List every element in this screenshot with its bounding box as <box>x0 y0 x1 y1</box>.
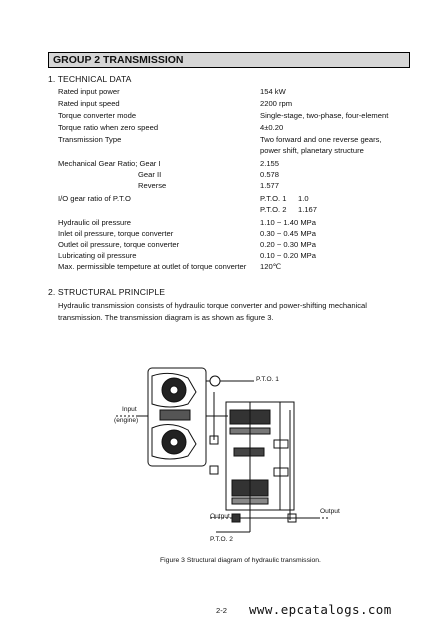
spec-value: 154 kW <box>260 87 286 96</box>
pressure-value: 0.20 ~ 0.30 MPa <box>260 240 316 249</box>
output-left-label: Output <box>210 513 230 520</box>
watermark-url: www.epcatalogs.com <box>249 602 392 617</box>
figure-caption: Figure 3 Structural diagram of hydraulic transmission. <box>160 557 321 564</box>
pressure-label: Hydraulic oil pressure <box>58 218 132 227</box>
pressure-label: Max. permissible tempeture at outlet of torque converter <box>58 262 247 271</box>
paragraph-line: transmission. The transmission diagram is as shown as figure 3. <box>58 313 274 322</box>
pressure-value: 0.10 ~ 0.20 MPa <box>260 251 316 260</box>
pto-value: 1.0 <box>298 194 309 203</box>
section-heading-technical-data: 1. TECHNICAL DATA <box>48 74 132 84</box>
pto-label: I/O gear ratio of P.T.O <box>58 194 131 203</box>
spec-label: Transmission Type <box>58 135 122 144</box>
pressure-value: 0.30 ~ 0.45 MPa <box>260 229 316 238</box>
gear-label: Gear II <box>138 170 162 179</box>
group-title: GROUP 2 TRANSMISSION <box>48 52 410 68</box>
gear-value: 0.578 <box>260 170 280 179</box>
pto1-label: P.T.O. 1 <box>256 376 279 383</box>
output-right-label: Output <box>320 508 340 515</box>
pressure-label: Lubricating oil pressure <box>58 251 137 260</box>
spec-label: Rated input speed <box>58 99 120 108</box>
section-heading-structural-principle: 2. STRUCTURAL PRINCIPLE <box>48 287 166 297</box>
pressure-value: 120℃ <box>260 262 282 271</box>
spec-value-continued: power shift, planetary structure <box>260 146 364 155</box>
gear-value: 2.155 <box>260 159 280 168</box>
spec-label: Torque converter mode <box>58 111 137 120</box>
pto2-label: P.T.O. 2 <box>210 536 233 543</box>
gear-value: 1.577 <box>260 181 280 190</box>
spec-value: 4±0.20 <box>260 123 284 132</box>
spec-value: Single-stage, two-phase, four-element <box>260 111 389 120</box>
spec-value: 2200 rpm <box>260 99 293 108</box>
gear-label: Reverse <box>138 181 167 190</box>
paragraph-line: Hydraulic transmission consists of hydraulic torque converter and power-shifting mechanical <box>58 301 367 310</box>
gear-ratio-label: Mechanical Gear Ratio; Gear I <box>58 159 161 168</box>
pto-value: 1.167 <box>298 205 318 214</box>
spec-label: Rated input power <box>58 87 120 96</box>
pressure-value: 1.10 ~ 1.40 MPa <box>260 218 316 227</box>
spec-label: Torque ratio when zero speed <box>58 123 159 132</box>
input-sub-label: (engine) <box>114 417 139 424</box>
page-number: 2-2 <box>216 606 227 615</box>
pto-name: P.T.O. 2 <box>260 205 287 214</box>
input-label: Input <box>122 406 137 413</box>
pressure-label: Outlet oil pressure, torque converter <box>58 240 180 249</box>
pressure-label: Inlet oil pressure, torque converter <box>58 229 174 238</box>
pto-name: P.T.O. 1 <box>260 194 287 203</box>
spec-value: Two forward and one reverse gears, <box>260 135 382 144</box>
